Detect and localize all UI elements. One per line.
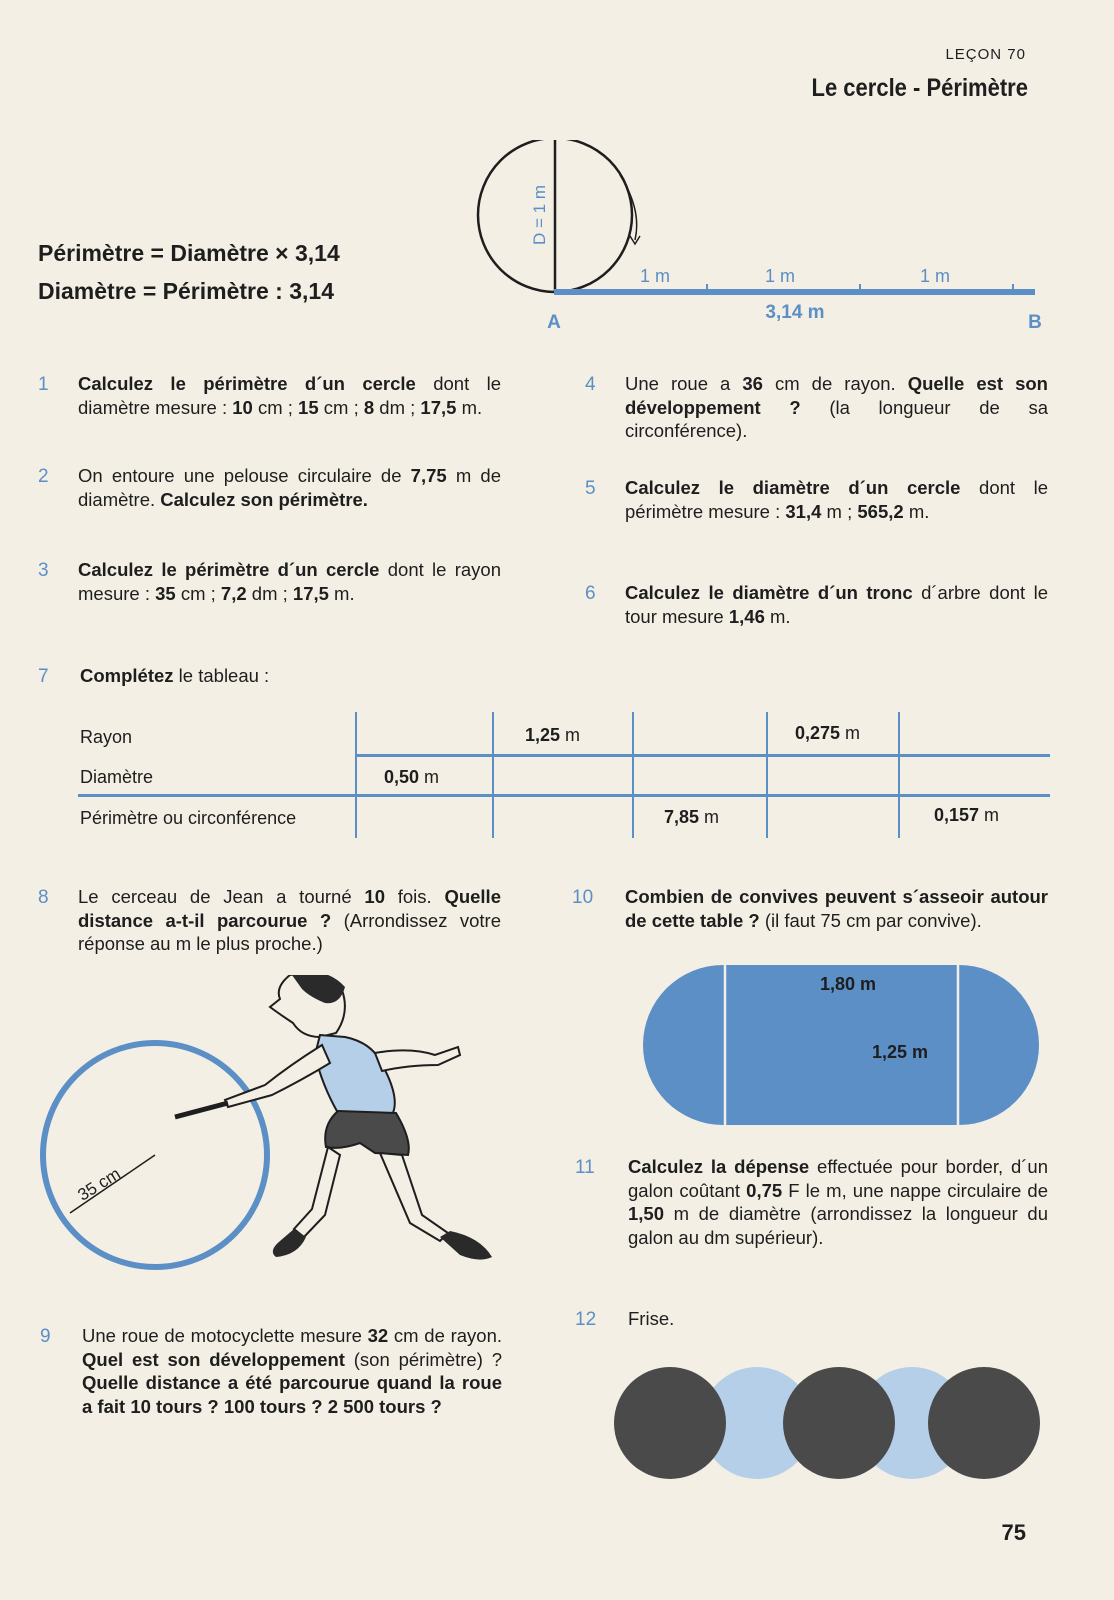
formula-perimeter bbox=[38, 240, 340, 267]
exercise-number: 7 bbox=[38, 666, 49, 687]
boy-figure bbox=[175, 975, 492, 1260]
circle-rolling-diagram bbox=[470, 140, 1060, 340]
exercise-text: cm de rayon. bbox=[388, 1325, 503, 1346]
exercise-value: 10 bbox=[232, 396, 253, 418]
table-cell bbox=[525, 725, 580, 746]
exercise-instruction: Quelle distance a été parcourue quand la roue a fait 10 tours ? 100 tours ? 2 500 tours ? bbox=[82, 1372, 502, 1417]
exercise-5 bbox=[625, 476, 1048, 523]
exercise-number: 5 bbox=[585, 478, 596, 499]
table-vertical-line bbox=[492, 712, 494, 838]
exercise-value: 15 bbox=[298, 396, 319, 418]
exercise-value: 10 bbox=[364, 886, 385, 907]
exercise-text: m. bbox=[764, 605, 791, 627]
total-length-label: 3,14 m bbox=[765, 302, 825, 323]
table-vertical-line bbox=[898, 712, 900, 838]
exercise-text: cm de rayon. bbox=[762, 373, 908, 394]
table-cell-value: 0,275 bbox=[795, 723, 841, 743]
lesson-number: LEÇON 70 bbox=[945, 46, 1026, 63]
segment-label: 1 m bbox=[764, 266, 796, 286]
table-cell-unit: m bbox=[979, 805, 1000, 825]
exercise-text: effectuée pour border, d´un galon coûtant bbox=[628, 1156, 1048, 1201]
formula-value: 3,14 bbox=[295, 240, 340, 266]
exercise-value: 8 bbox=[363, 396, 375, 418]
exercise-text: Une roue de motocyclette mesure bbox=[82, 1325, 368, 1346]
formula-term: Diamètre bbox=[170, 240, 269, 266]
exercise-text: (Arrondissez votre réponse au m le plus proche.) bbox=[78, 909, 501, 954]
exercise-text: Frise. bbox=[628, 1308, 675, 1329]
exercise-text: dm ; bbox=[374, 396, 421, 418]
exercise-value: 17,5 bbox=[292, 582, 329, 604]
table-cell-value: 7,85 bbox=[664, 807, 700, 827]
exercise-number: 8 bbox=[38, 887, 49, 908]
frieze-circle-dark bbox=[614, 1367, 726, 1479]
exercise-text: m de diamètre (arrondissez la longueur du galon au dm supérieur). bbox=[628, 1203, 1048, 1248]
exercise-10 bbox=[625, 885, 1048, 932]
table-row-label-perimetre: Périmètre ou circonférence bbox=[80, 808, 297, 828]
table-vertical-line bbox=[766, 712, 768, 838]
stadium-table-drawing bbox=[640, 962, 1045, 1130]
point-b-label: B bbox=[1028, 312, 1042, 333]
exercise-text: m. bbox=[903, 500, 930, 522]
exercise-11 bbox=[628, 1155, 1048, 1249]
exercise-value: 35 bbox=[155, 582, 176, 604]
exercise-value: 36 bbox=[742, 373, 763, 394]
table-width-label: 1,25 m bbox=[872, 1042, 929, 1062]
exercise-9 bbox=[82, 1324, 502, 1418]
exercise-text: m. bbox=[328, 582, 355, 604]
exercise-6 bbox=[625, 581, 1048, 628]
table-cell-unit: m bbox=[419, 767, 440, 787]
exercise-text: cm ; bbox=[318, 396, 364, 418]
exercise-text: dont le périmètre mesure : bbox=[625, 477, 1049, 522]
exercise-number: 1 bbox=[38, 374, 49, 395]
exercise-instruction: Calculez le diamètre d´un cercle bbox=[625, 477, 961, 498]
exercise-12 bbox=[628, 1307, 828, 1331]
page-number: 75 bbox=[1001, 1520, 1026, 1545]
frieze-circle-dark bbox=[783, 1367, 895, 1479]
table-row-label-diametre: Diamètre bbox=[80, 767, 154, 787]
exercise-text: le tableau : bbox=[173, 665, 270, 686]
formula-operator: : bbox=[275, 278, 283, 304]
exercise-text: cm ; bbox=[175, 582, 221, 604]
exercise-instruction: Quelle est son développement ? bbox=[625, 373, 1048, 418]
table-cell bbox=[934, 805, 999, 826]
exercise-value: 31,4 bbox=[785, 500, 822, 522]
table-horizontal-line bbox=[355, 754, 1050, 757]
segment-label: 1 m bbox=[639, 266, 671, 286]
exercise-instruction: Calculez le périmètre d´un cercle bbox=[78, 559, 380, 580]
exercise-number: 9 bbox=[40, 1326, 51, 1347]
exercise-text: F le m, une nappe circulaire de bbox=[782, 1179, 1049, 1201]
exercise-instruction: Quelle distance a-t-il parcourue ? bbox=[78, 886, 501, 931]
exercise-text: cm ; bbox=[252, 396, 299, 418]
exercise-value: 565,2 bbox=[857, 500, 904, 522]
exercise-text: (il faut 75 cm par convive). bbox=[759, 909, 982, 931]
table-cell bbox=[795, 723, 860, 744]
exercise-number: 12 bbox=[575, 1309, 597, 1330]
formula-term: Périmètre bbox=[162, 278, 269, 304]
exercise-instruction: Calculez son périmètre. bbox=[160, 488, 368, 510]
exercise-text: m de diamètre. bbox=[78, 465, 501, 510]
exercise-text: fois. bbox=[384, 886, 445, 907]
exercise-value: 7,75 bbox=[410, 465, 447, 486]
exercise-value: 1,50 bbox=[628, 1203, 665, 1224]
exercise-text: On entoure une pelouse circulaire de bbox=[78, 465, 411, 486]
exercise-text: m. bbox=[456, 396, 483, 418]
hoop-radius-label: 35 cm bbox=[74, 1164, 124, 1205]
table-cell-unit: m bbox=[699, 807, 720, 827]
exercise-1 bbox=[78, 372, 501, 419]
table-cell-value: 1,25 bbox=[525, 725, 561, 745]
circle-frieze bbox=[612, 1363, 1062, 1483]
table-cell-unit: m bbox=[840, 723, 861, 743]
formula-term: Diamètre bbox=[38, 278, 137, 304]
formula-value: 3,14 bbox=[289, 278, 334, 304]
exercise-number: 11 bbox=[575, 1157, 595, 1178]
exercise-7 bbox=[80, 664, 480, 688]
table-cell bbox=[664, 807, 719, 828]
exercise-text: Le cerceau de Jean a tourné bbox=[78, 886, 365, 907]
hoop-illustration bbox=[40, 975, 510, 1285]
formula-diameter bbox=[38, 278, 334, 305]
exercise-number: 10 bbox=[572, 887, 594, 908]
exercise-text: (la longueur de sa circonférence). bbox=[625, 396, 1048, 441]
rotation-arrow bbox=[620, 175, 637, 240]
exercise-text: dont le diamètre mesure : bbox=[78, 373, 502, 418]
diameter-label: D = 1 m bbox=[530, 185, 549, 245]
exercise-value: 32 bbox=[367, 1325, 389, 1346]
exercise-instruction: Combien de convives peuvent s´asseoir autour de cette table ? bbox=[625, 886, 1048, 931]
exercise-number: 2 bbox=[38, 466, 49, 487]
exercise-instruction: Calculez le périmètre d´un cercle bbox=[78, 373, 416, 394]
exercise-2 bbox=[78, 464, 501, 511]
table-cell-unit: m bbox=[560, 725, 581, 745]
exercise-value: 0,75 bbox=[746, 1179, 783, 1201]
exercise-text: Une roue a bbox=[625, 373, 743, 394]
table-cell bbox=[384, 767, 439, 788]
formula-term: Périmètre bbox=[38, 240, 145, 266]
exercise-8 bbox=[78, 885, 501, 956]
exercise-value: 17,5 bbox=[420, 396, 457, 418]
table-row-label-rayon: Rayon bbox=[80, 727, 133, 747]
exercise-3 bbox=[78, 558, 501, 605]
exercise-text: d´arbre dont le tour mesure bbox=[625, 582, 1048, 627]
segment-label: 1 m bbox=[919, 266, 951, 286]
exercise-number: 6 bbox=[585, 583, 596, 604]
exercise-instruction: Calculez la dépense bbox=[628, 1156, 810, 1177]
formula-equals: = bbox=[142, 278, 157, 304]
page-title: Le cercle - Périmètre bbox=[811, 74, 1028, 102]
formula-equals: = bbox=[150, 240, 164, 266]
exercise-text: dm ; bbox=[246, 582, 293, 604]
table-cell-value: 0,157 bbox=[934, 805, 980, 825]
exercise-text: m ; bbox=[821, 500, 858, 522]
exercise-value: 7,2 bbox=[220, 582, 247, 604]
exercise-text: dont le rayon mesure : bbox=[78, 559, 502, 604]
point-a-label: A bbox=[547, 312, 561, 333]
exercise-instruction: Quel est son développement bbox=[82, 1348, 345, 1370]
exercise-number: 4 bbox=[585, 374, 596, 395]
formula-operator: × bbox=[275, 240, 289, 266]
table-vertical-line bbox=[355, 712, 357, 838]
table-length-label: 1,80 m bbox=[820, 974, 877, 994]
exercise-instruction: Calculez le diamètre d´un tronc bbox=[625, 582, 913, 603]
exercise-number: 3 bbox=[38, 560, 49, 581]
exercise-value: 1,46 bbox=[728, 605, 765, 627]
table-horizontal-line bbox=[78, 794, 1050, 797]
frieze-circle-dark bbox=[928, 1367, 1040, 1479]
table-vertical-line bbox=[632, 712, 634, 838]
exercise-instruction: Complétez bbox=[80, 665, 174, 686]
exercise-text: (son périmètre) ? bbox=[344, 1348, 502, 1370]
exercise-4 bbox=[625, 372, 1048, 443]
table-cell-value: 0,50 bbox=[384, 767, 420, 787]
